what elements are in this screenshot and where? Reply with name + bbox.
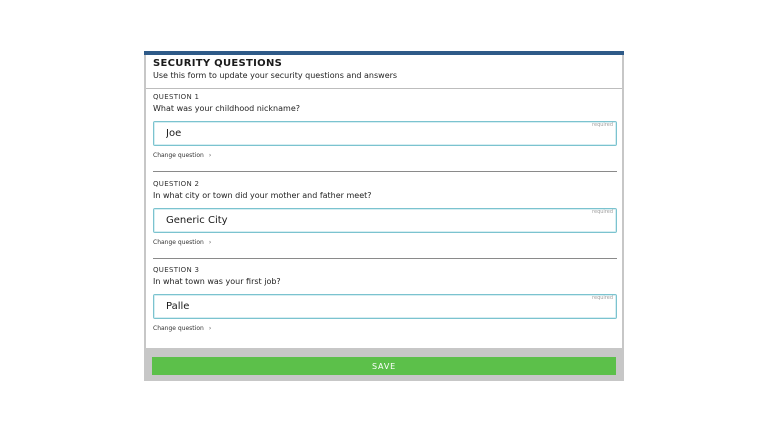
dialog-body [146,55,622,348]
question-label: QUESTION 3 [153,266,200,274]
security-questions-dialog [144,51,624,381]
form-subtitle: Use this form to update your security questions and answers [153,71,398,80]
change-question-link-1[interactable] [153,152,211,159]
change-question-label: Change question [153,239,204,246]
question-text: In what city or town did your mother and father meet? [153,191,372,200]
required-indicator: required [592,209,613,215]
answer-input-2[interactable] [153,208,617,233]
chevron-right-icon: › [208,239,212,246]
required-indicator: required [592,295,613,301]
question-label: QUESTION 1 [153,93,200,101]
form-title: SECURITY QUESTIONS [153,58,283,69]
question-text: In what town was your first job? [153,277,281,286]
question-text: What was your childhood nickname? [153,104,300,113]
change-question-label: Change question [153,325,204,332]
required-indicator: required [592,122,613,128]
chevron-right-icon: › [208,152,212,159]
answer-input-3[interactable] [153,294,617,319]
question-divider [153,171,617,172]
header-divider [146,88,622,89]
answer-input-1[interactable] [153,121,617,146]
change-question-label: Change question [153,152,204,159]
change-question-link-3[interactable] [153,325,211,332]
save-button[interactable]: SAVE [152,357,616,375]
change-question-link-2[interactable] [153,239,211,246]
question-divider [153,258,617,259]
question-label: QUESTION 2 [153,180,200,188]
chevron-right-icon: › [208,325,212,332]
